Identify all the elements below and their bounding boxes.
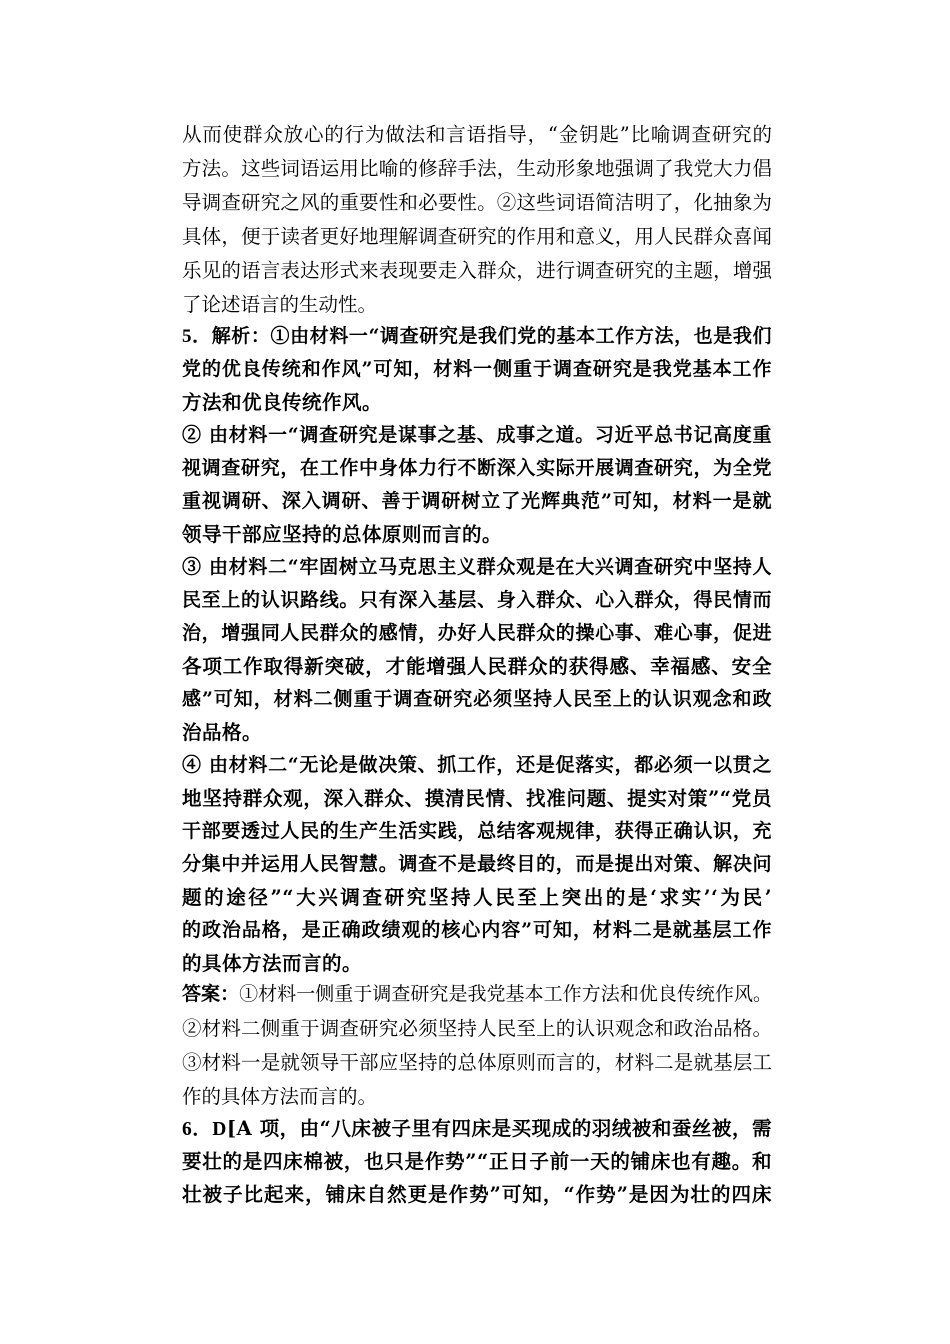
text-span: [A 项，由“八床被子里有四床是买现成的羽绒被和蚕丝被，需 — [226, 1117, 772, 1140]
text-line: 重视调研、深入调研、善于调研树立了光辉典范”可知，材料一是就 — [182, 490, 772, 512]
text-line: 题的途径”“大兴调查研究坚持人民至上突出的是‘求实’‘为民’ — [182, 886, 772, 909]
analysis-tag: 解析： — [211, 325, 271, 347]
text-line: 方法。这些词语运用比喻的修辞手法，生动形象地强调了我党大力倡 — [182, 157, 772, 180]
text-line: 党的优良传统和作风”可知，材料一侧重于调查研究是我党基本工作 — [182, 358, 772, 380]
text-line: 视调查研究，在工作中身体力行不断深入实际开展调查研究，为全党 — [182, 457, 772, 479]
text-line: 壮被子比起来，铺床自然更是作势”可知，“作势”是因为壮的四床 — [182, 1183, 772, 1206]
text-line: 领导干部应坚持的总体原则而言的。 — [182, 523, 503, 546]
text-line: 分集中并运用人民智慧。调查不是最终目的，而是提出对策、解决问 — [182, 853, 772, 875]
text-line: 方法和优良传统作风。 — [182, 391, 383, 414]
text-line: 各项工作取得新突破，才能增强人民群众的获得感、幸福感、安全 — [182, 655, 772, 678]
text-line: ③ 由材料二“牢固树立马克思主义群众观是在大兴调查研究中坚持人 — [182, 556, 772, 578]
text-line: ③材料一是就领导干部应坚持的总体原则而言的，材料二是就基层工 — [182, 1051, 772, 1074]
text-line: 治，增强同人民群众的感情，办好人民群众的操心事、难心事，促进 — [182, 622, 772, 644]
text-line: 导调查研究之风的重要性和必要性。②这些词语简洁明了，化抽象为 — [182, 191, 772, 214]
text-line: 治品格。 — [182, 721, 263, 744]
text-line: 具体，便于读者更好地理解调查研究的作用和意义，用人民群众喜闻 — [182, 225, 772, 248]
text-line: 从而使群众放心的行为做法和言语指导，“金钥匙”比喻调查研究的 — [182, 123, 772, 146]
text-line: ④ 由材料二“无论是做决策、抓工作，还是促落实，都必须一以贯之 — [182, 754, 772, 776]
text-line: 感”可知，材料二侧重于调查研究必须坚持人民至上的认识观念和政 — [182, 688, 772, 710]
text-line: 的政治品格，是正确政绩观的核心内容”可知，材料二是就基层工作 — [182, 919, 772, 941]
text-span: ①由材料一“调查研究是我们党的基本工作方法，也是我们 — [270, 325, 772, 347]
q5-first-line — [182, 320, 772, 353]
q6-first-line — [182, 1112, 772, 1146]
text-line: ② 由材料一“调查研究是谋事之基、成事之道。习近平总书记高度重 — [182, 424, 772, 446]
question-number: 6．D — [182, 1119, 227, 1140]
text-line: 了论述语言的生动性。 — [182, 293, 378, 316]
text-line: 民至上的认识路线。只有深入基层、身入群众、心入群众，得民情而 — [182, 589, 772, 611]
text-line: 的具体方法而言的。 — [182, 952, 363, 975]
text-line: 作的具体方法而言的。 — [182, 1085, 378, 1108]
answer-first-line — [182, 978, 772, 1011]
text-line: 地坚持群众观，深入群众、摸清民情、找准问题、提实对策”“党员 — [182, 787, 772, 810]
text-line: 乐见的语言表达形式来表现要走入群众，进行调查研究的主题，增强 — [182, 259, 772, 282]
text-line: 要壮的是四床棉被，也只是作势”“正日子前一天的铺床也有趣。和 — [182, 1150, 772, 1173]
question-number: 5． — [182, 326, 212, 347]
text-line: 干部要透过人民的生产生活实践，总结客观规律，获得正确认识，充 — [182, 820, 772, 842]
text-line: ②材料二侧重于调查研究必须坚持人民至上的认识观念和政治品格。 — [182, 1017, 772, 1040]
answer-tag: 答案： — [182, 983, 240, 1005]
text-span: ①材料一侧重于调查研究是我党基本工作方法和优良传统作风。 — [239, 983, 772, 1005]
